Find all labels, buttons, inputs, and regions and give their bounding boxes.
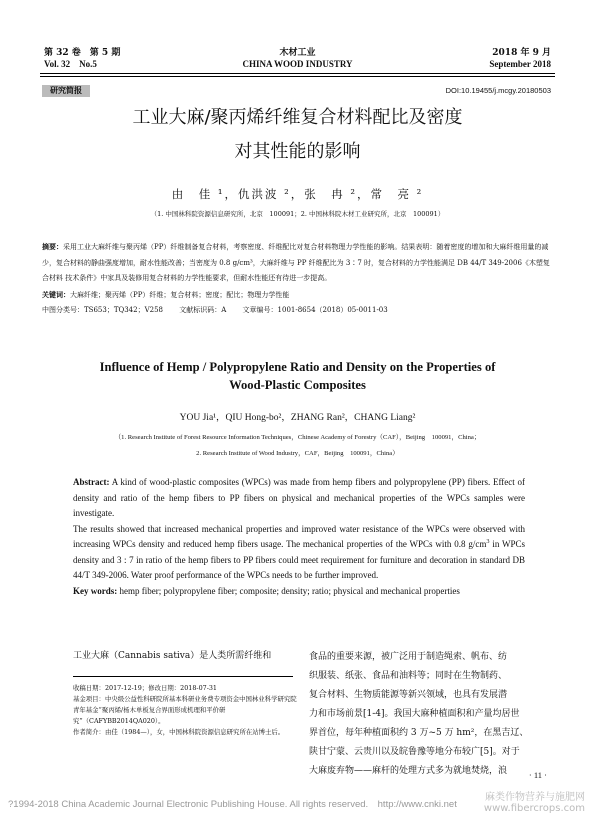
abstract-cn-label: 摘要：	[42, 242, 63, 251]
body-right-line-7: 大麻废弃物——麻杆的处理方式多为就地焚烧，浪	[309, 766, 508, 776]
keywords-cn-text: 大麻纤维；聚丙烯（PP）纤维；复合材料；密度；配比；物理力学性能	[70, 290, 290, 299]
title-en	[0, 358, 595, 394]
keywords-cn-label: 关键词：	[42, 289, 70, 299]
body-right-line-4: 力和市场前景[1-4]。我国大麻种植面积和产量均居世	[309, 709, 520, 719]
affiliation-en-2: 2. Research Institute of Wood Industry，CAF，Beijing 100091，China）	[196, 450, 399, 457]
issue-date-en: September 2018	[489, 59, 551, 69]
watermark	[484, 792, 585, 814]
abstract-en-label: Abstract:	[73, 477, 110, 487]
volume-issue-cn: 第 32 卷 第 5 期	[44, 48, 121, 58]
abstract-cn-text: 采用工业大麻纤维与聚丙烯（PP）纤维制备复合材料，考察密度、纤维配比对复合材料物理力学性能的影响。结果表明：随着密度的增加和大麻纤维用量的减少，复合材料的静曲强度增加，耐水性能改善；当密度为 0.8 g/cm³，大麻纤维与 PP 纤维配比为 3∶7 时，复合材料的力学性能满足 DB 44/T 349-2006《木塑复合材料 技术条件》中家具及装修用复合材料的力学性能要求，但耐水性能还有待进一步提高。	[42, 243, 550, 283]
title-en-line-2: Wood-Plastic Composites	[229, 378, 366, 392]
header-rule-top	[40, 73, 555, 74]
body-left-first-line: 工业大麻（Cannabis sativa）是人类所需纤维和	[73, 651, 272, 661]
body-right-line-2: 织服装、纸张、食品和油料等；同时在生物制药、	[309, 671, 508, 681]
abstract-en-p2-text-a: The results showed that increased mechanical properties and improved water resistance of the WPCs were observed with increasing WPCs density and reduced hemp fibers usage. The mechanical properties of the WPCs with 0.8 g/cm	[73, 523, 525, 549]
keywords-en-text: hemp fiber; polypropylene fiber; composite; density; ratio; physical and mechanical properties	[117, 585, 460, 596]
abstract-en-p1-text: A kind of wood-plastic composites (WPCs) was made from hemp fibers and polypropylene (PP) fibers. Effect of density and ratio of the hemp fibers to PP fibers on physical and mechanical properties of the WPCs samples were investigate.	[73, 477, 525, 518]
abstract-en-p1	[73, 475, 525, 522]
volume-issue-en: Vol. 32 No.5	[44, 59, 97, 69]
issue-date-cn: 2018 年 9 月	[492, 48, 551, 58]
doc-code-value: A	[221, 306, 227, 315]
body-right-line-5: 界首位，每年种植面积约 3 万~5 万 hm²，在黑吉辽、	[309, 728, 529, 738]
footnote-author: 作者简介：由佳（1984—），女，中国林科院资源信息研究所在站博士后。	[73, 728, 285, 736]
journal-name-en: CHINA WOOD INDUSTRY	[242, 59, 353, 69]
affiliations-cn: （1. 中国林科院资源信息研究所，北京 100091；2. 中国林科院木材工业研究所，北京 100091）	[150, 210, 445, 218]
watermark-line-2: www.fibercrops.com	[483, 803, 585, 814]
body-right-line-1: 食品的重要来源，被广泛用于制造绳索、帆布、纺	[309, 652, 508, 662]
page-number: · 11 ·	[528, 770, 547, 780]
header-rule-bottom	[40, 76, 555, 77]
abstract-en-p2-text-b: in WPCs density and 3 : 7 in ratio of the hemp fibers to PP fibers could meet requirement for furniture and decoration in standard DB 44/T 349-2006. Water proof performance of the WPCs needs to be further improved.	[73, 539, 526, 580]
article-no-value: 1001-8654（2018）05-0011-03	[277, 306, 388, 315]
clc-label: 中图分类号：	[42, 306, 84, 315]
watermark-line-1: 麻类作物营养与施肥网	[485, 792, 585, 803]
article-no-label: 文章编号：	[242, 306, 278, 315]
section-tag: 研究简报	[42, 85, 90, 97]
journal-name-cn: 木材工业	[279, 48, 316, 58]
footnote-rule	[73, 676, 293, 677]
keywords-en-label: Key words:	[73, 585, 118, 596]
classification-cn	[42, 303, 555, 319]
body-right-line-3: 复合材料、生物质能源等新兴领域，也具有发展潜	[309, 690, 508, 700]
affiliation-en-1: （1. Research Institute of Forest Resource Information Techniques，Chinese Academy of Forestry（CAF），Beijing 100091，China；	[114, 434, 481, 441]
clc-value: TS653；TQ342；V258	[84, 306, 164, 315]
abstract-en	[73, 475, 525, 599]
authors-en: YOU Jia¹，QIU Hong-bo²，ZHANG Ran²，CHANG Liang²	[179, 413, 416, 423]
copyright-footer: ?1994-2018 China Academic Journal Electronic Publishing House. All rights reserved. http://www.cnki.net	[8, 799, 457, 810]
footnote-fund: 基金项目：中央级公益性科研院所基本科研业务费专项资金中国林业科学研究院青年基金“聚丙烯/杨木单板复合界面形成机理和平价研究”（CAFYBB2014QA020）。	[73, 695, 297, 725]
doi: DOI:10.19455/j.mcgy.20180503	[445, 86, 551, 95]
title-cn-line-1: 工业大麻/聚丙烯纤维复合材料配比及密度	[132, 107, 463, 128]
title-cn-line-2: 对其性能的影响	[234, 141, 361, 162]
authors-cn: 由 佳 ¹，仇洪波 ²，张 冉 ²，常 亮 ²	[171, 187, 424, 201]
body-right-line-6: 陕甘宁蒙、云贵川以及皖鲁豫等地分布较广[5]。对于	[309, 747, 520, 757]
cubic-superscript: 3	[486, 538, 490, 545]
issue-date	[489, 48, 551, 70]
abstract-cn	[42, 239, 555, 319]
doc-code-label: 文献标识码：	[179, 306, 222, 315]
keywords-cn-paragraph	[42, 287, 555, 304]
footnote-received: 收稿日期：2017-12-19；修改日期：2018-07-31	[73, 684, 217, 692]
keywords-en-paragraph	[73, 584, 525, 600]
title-en-line-1: Influence of Hemp / Polypropylene Ratio and Density on the Properties of	[99, 360, 496, 374]
abstract-en-p2	[73, 522, 525, 584]
footnote	[73, 683, 298, 738]
abstract-cn-paragraph	[42, 239, 555, 287]
body-right-column	[309, 648, 547, 781]
